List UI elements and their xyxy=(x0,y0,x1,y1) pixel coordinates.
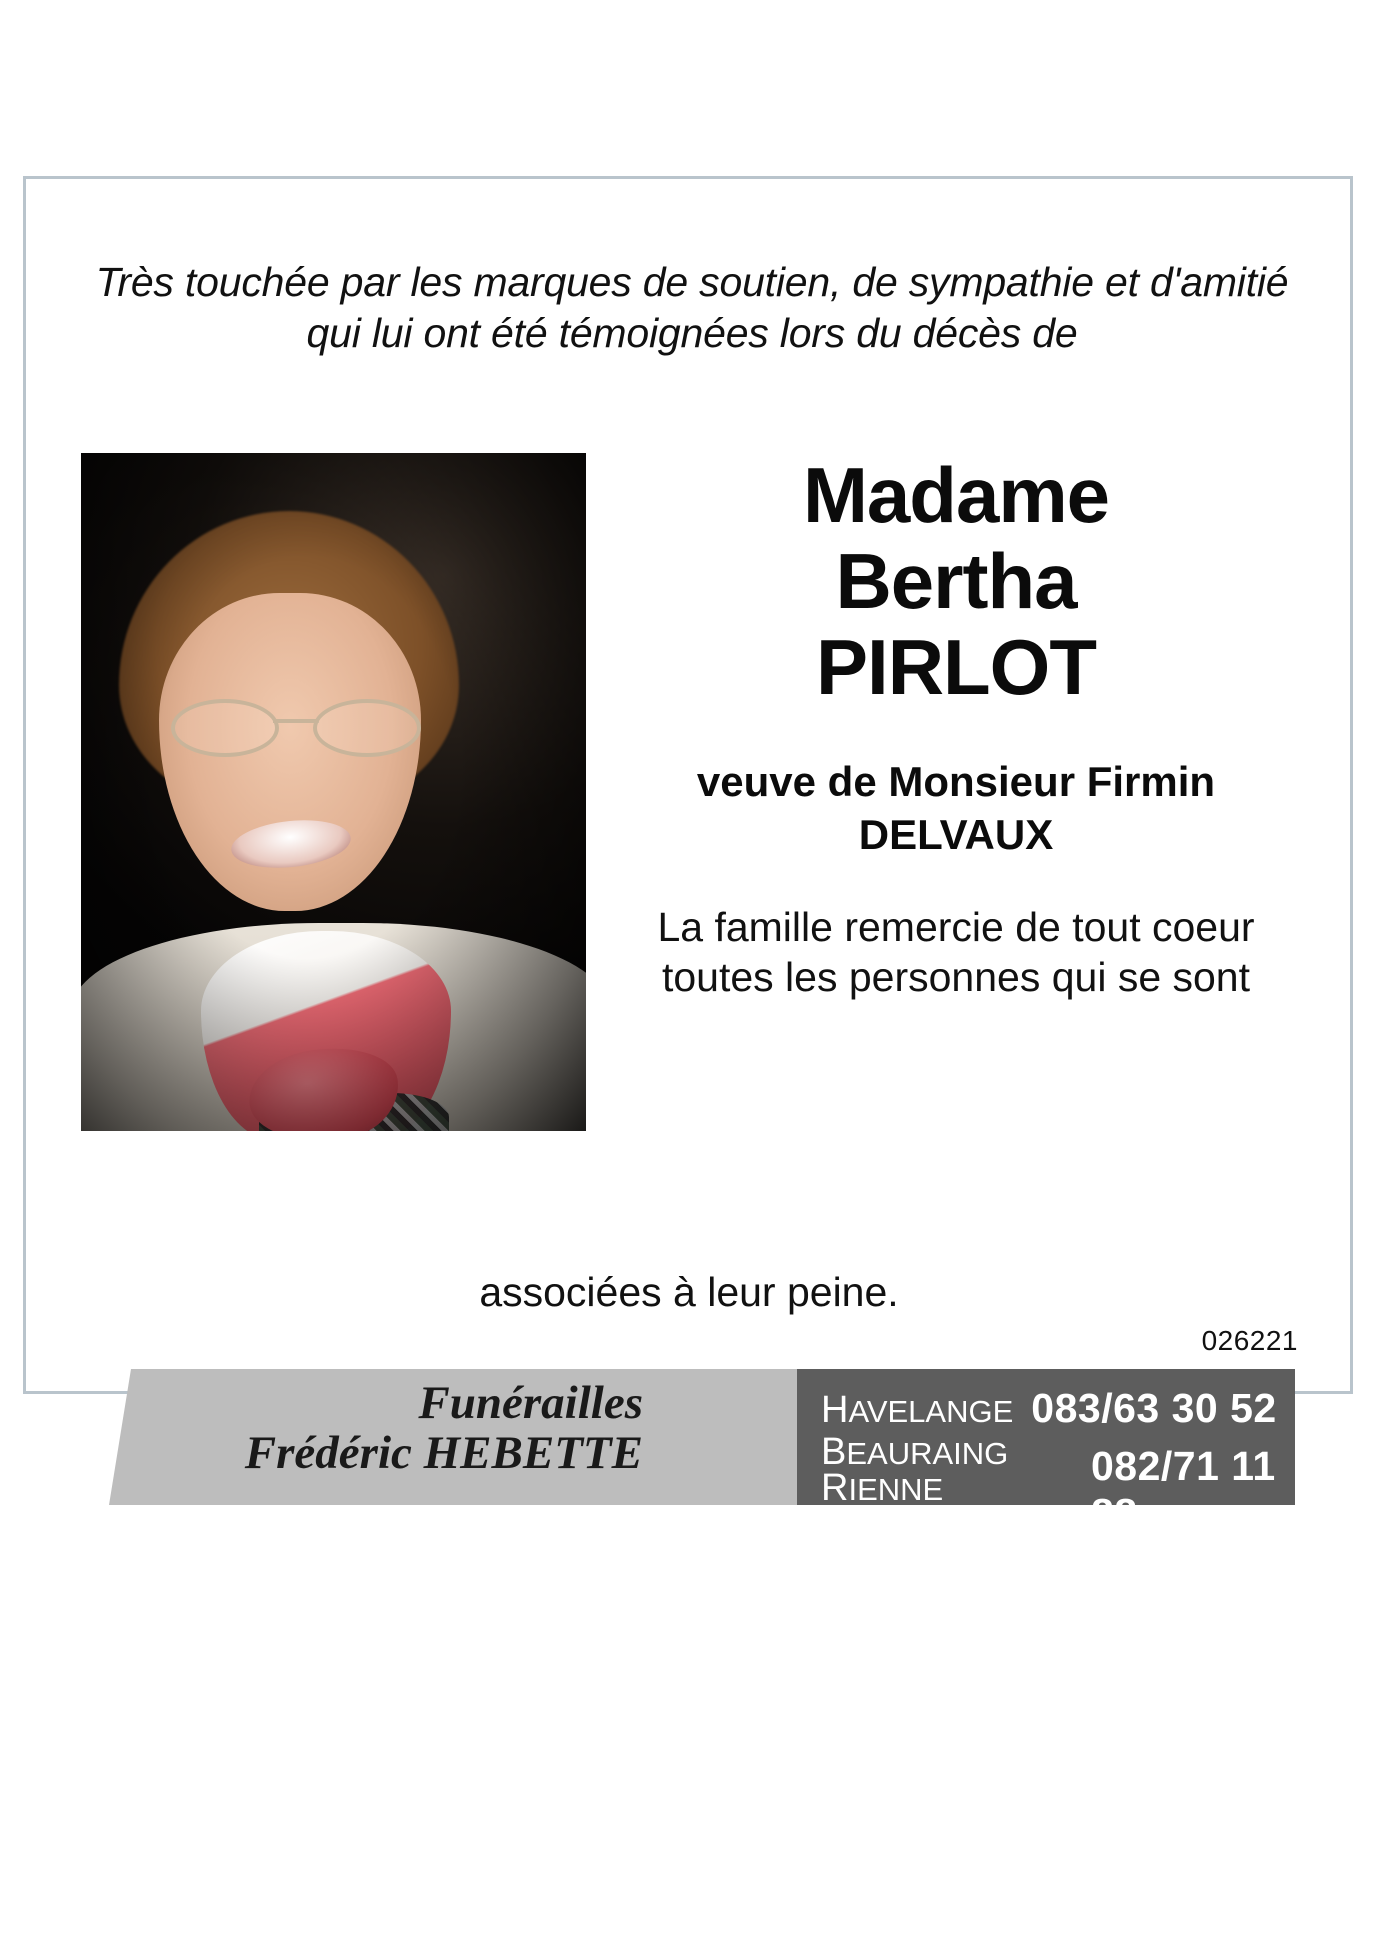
contact-phone-beauraing-rienne[interactable]: 082/71 11 88 xyxy=(1091,1443,1276,1536)
thanks-text-last-line: associées à leur peine. xyxy=(479,1269,899,1315)
obituary-inner xyxy=(52,205,1324,1536)
portrait-photo xyxy=(81,453,586,1131)
contact-rienne xyxy=(821,1467,943,1510)
contact-city-beauraing: BEAURAING xyxy=(821,1431,1009,1473)
spouse-text: veuve de Monsieur Firmin DELVAUX xyxy=(696,758,1216,859)
reference-number: 026221 xyxy=(1201,1325,1298,1356)
thanks-text: La famille remercie de tout coeur toutes les personnes qui se sont xyxy=(657,904,1255,1001)
intro-text: Très touchée par les marques de soutien, de sympathie et d'amitié qui lui ont été témoignées lors du décès de xyxy=(95,259,1289,356)
name-line-title: Madame xyxy=(802,451,1110,539)
portrait-vignette xyxy=(81,453,586,1131)
deceased-name-block xyxy=(612,453,1300,1002)
contact-havelange xyxy=(821,1385,1277,1432)
obituary-card xyxy=(23,176,1353,1536)
funeral-home-line-2: Frédéric HEBETTE xyxy=(244,1426,643,1479)
funeral-home-line-1: Funérailles xyxy=(418,1377,643,1429)
name-line-first: Bertha xyxy=(835,536,1077,625)
funeral-home-banner xyxy=(109,1369,1295,1536)
contact-city-rienne: RIENNE xyxy=(821,1467,944,1509)
funeral-home-name xyxy=(109,1379,809,1479)
contact-phone-havelange[interactable]: 083/63 30 52 xyxy=(1031,1385,1277,1431)
contact-city-havelange: HAVELANGE xyxy=(821,1389,1014,1431)
name-line-last: PIRLOT xyxy=(816,622,1096,711)
